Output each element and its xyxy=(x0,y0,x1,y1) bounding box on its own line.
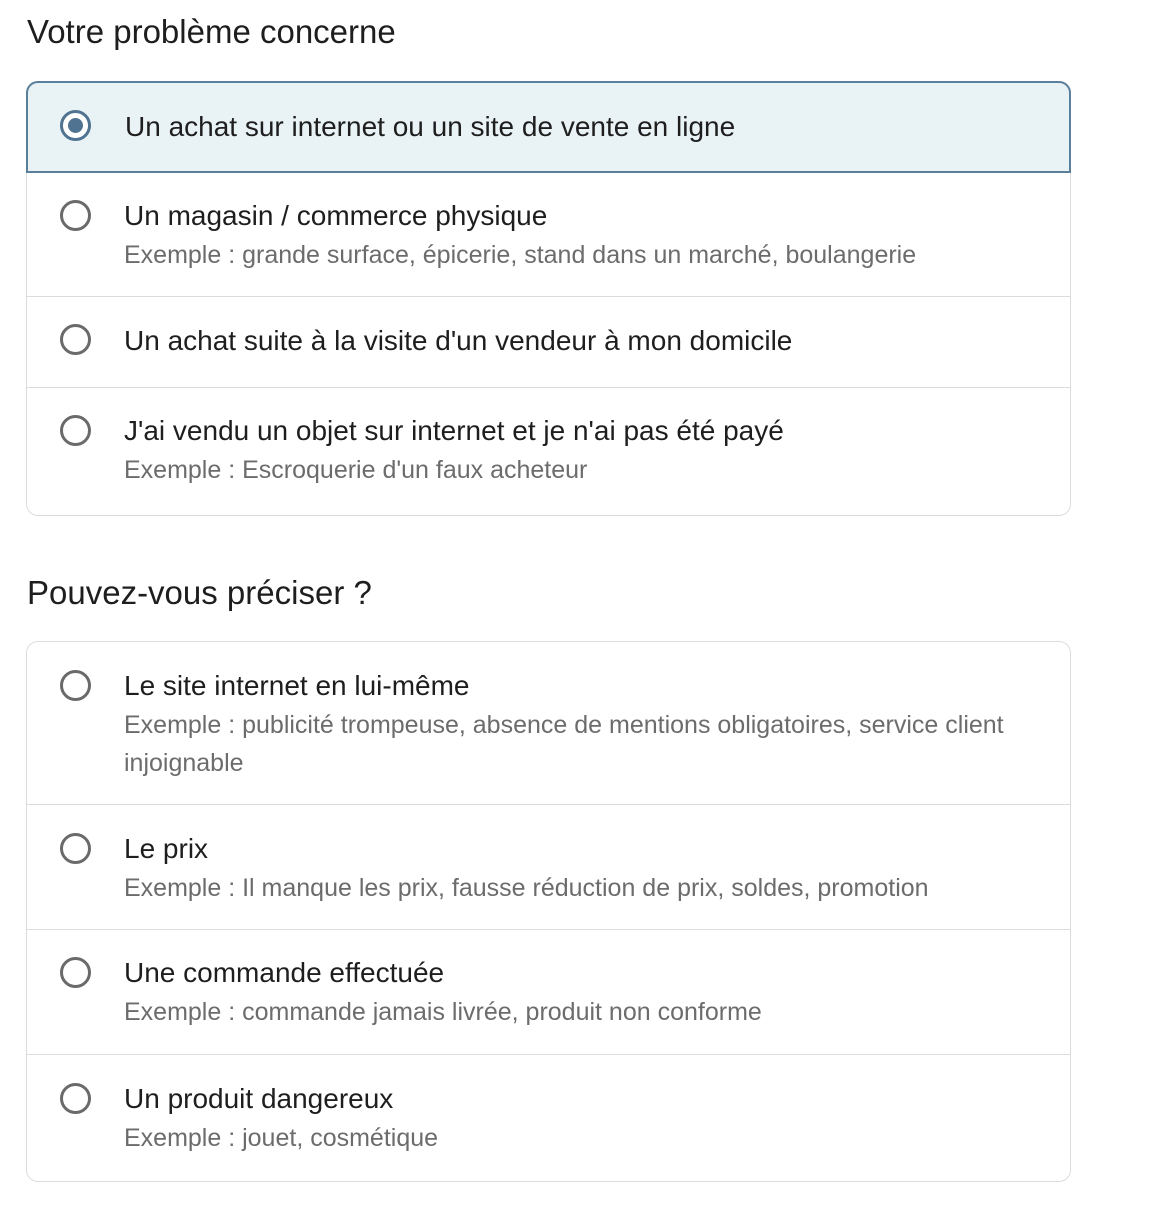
option-example: Exemple : publicité trompeuse, absence de mentions obligatoires, service client injoignable xyxy=(124,711,1004,777)
option-label: J'ai vendu un objet sur internet et je n'ai pas été payé xyxy=(124,415,784,446)
radio-button-checked[interactable] xyxy=(60,110,91,141)
radio-option-achat-internet[interactable] xyxy=(26,81,1071,173)
radio-option-magasin-physique[interactable] xyxy=(27,173,1070,297)
radio-button[interactable] xyxy=(60,833,91,864)
option-label: Un achat sur internet ou un site de vente en ligne xyxy=(125,111,736,142)
option-label: Un achat suite à la visite d'un vendeur à mon domicile xyxy=(124,325,793,356)
section-title-preciser: Pouvez-vous préciser ? xyxy=(27,574,372,611)
radio-dot xyxy=(68,118,83,133)
radio-button[interactable] xyxy=(60,415,91,446)
radio-option-commande[interactable] xyxy=(27,930,1070,1055)
option-example: Exemple : grande surface, épicerie, stand dans un marché, boulangerie xyxy=(124,241,917,269)
radio-button[interactable] xyxy=(60,324,91,355)
option-label: Une commande effectuée xyxy=(124,957,445,988)
radio-option-vendu-non-paye[interactable] xyxy=(27,388,1070,515)
radio-group-preciser xyxy=(26,641,1071,1182)
radio-group-probleme xyxy=(26,81,1071,516)
option-example: Exemple : Il manque les prix, fausse réduction de prix, soldes, promotion xyxy=(124,874,929,902)
section-title-probleme: Votre problème concerne xyxy=(27,13,396,50)
option-example: Exemple : jouet, cosmétique xyxy=(124,1124,439,1152)
radio-option-prix[interactable] xyxy=(27,805,1070,930)
option-label: Le site internet en lui-même xyxy=(124,670,470,701)
radio-option-vendeur-domicile[interactable] xyxy=(27,297,1070,388)
radio-option-site-internet[interactable] xyxy=(27,642,1070,805)
radio-button[interactable] xyxy=(60,670,91,701)
option-label: Un magasin / commerce physique xyxy=(124,200,548,231)
option-label: Un produit dangereux xyxy=(124,1083,394,1114)
option-example: Exemple : commande jamais livrée, produit non conforme xyxy=(124,998,762,1026)
radio-option-produit-dangereux[interactable] xyxy=(27,1055,1070,1181)
radio-button[interactable] xyxy=(60,1083,91,1114)
option-example: Exemple : Escroquerie d'un faux acheteur xyxy=(124,456,588,484)
radio-button[interactable] xyxy=(60,200,91,231)
option-label: Le prix xyxy=(124,833,209,864)
radio-button[interactable] xyxy=(60,957,91,988)
